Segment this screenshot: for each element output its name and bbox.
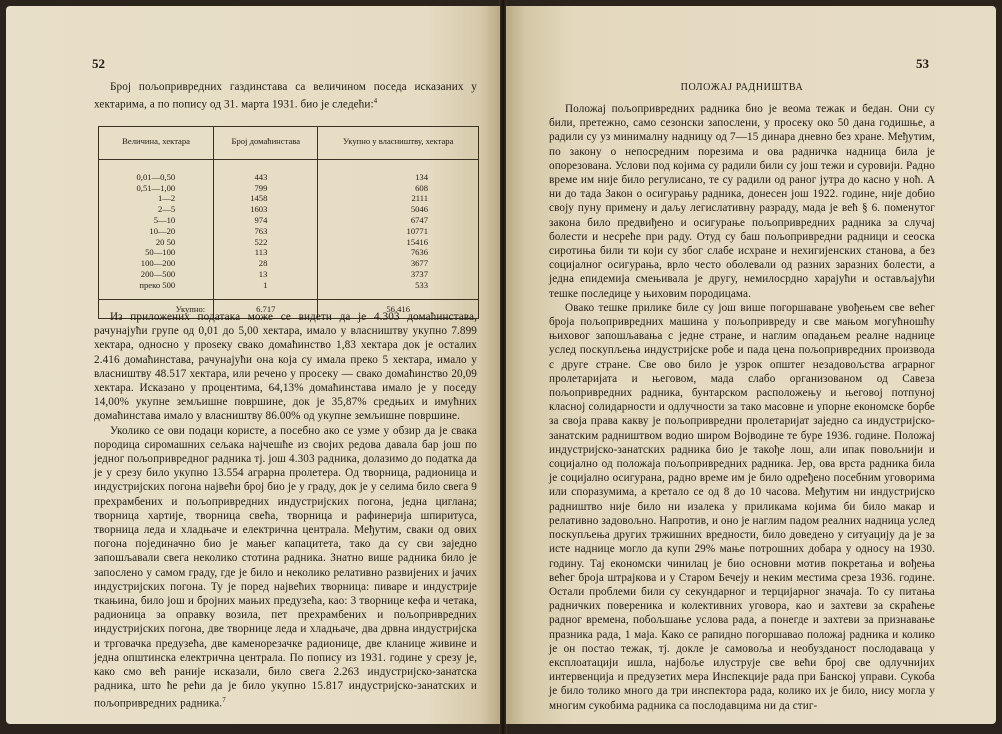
total-label: Укупно:	[99, 299, 214, 319]
size-cell: 0,51—1,00	[136, 182, 176, 193]
households-cell: 13	[258, 268, 268, 279]
households-cell: 799	[254, 182, 268, 193]
size-cell: 5—10	[153, 214, 176, 225]
area-cell: 7636	[410, 247, 428, 258]
area-cell: 3677	[410, 258, 428, 269]
page-number: 53	[916, 56, 929, 71]
table-body-row	[99, 159, 479, 299]
size-cell: преко 500	[139, 279, 176, 290]
page-number: 52	[92, 56, 105, 71]
left-page	[6, 6, 500, 724]
total-households: 6.717	[214, 299, 318, 319]
paragraph-text: Уколико се ови подаци користе, а посебно ако се узме у обзир да је свака породица сиромашних сељака најчешће из својих редова давала бар још по једног пољопривредног радника тј. још 4.303 радника, долазимо до податка да је у срезу било укупно 13.554 аграрна пролетера. Од творница, радионица и индустријских погона највећи број био је у граду, док је у селима било свега 9 прехрамбених и пољопривредних индустријских погона, једна циглана; творница хартије, творница свећа, творница и рафинерија шпиритуса, творница леда и хладњаче и електрична централа. Међутим, сваки од ових погона појединачно био је мањег капацитета, тако да су сви заједно запошљавали свега неколико стотина радника. Знатно више радника било је запослено у самом граду, где је било и неколико релативно развијених и јачих индустријских погона. Ту је поред највећих творница: пиваре и индустрије ткањина, било још и бројних мањих предузећа, као: 3 творнице кефа и четака, радионица за оправку возила, пет прехрамбених и пољопривредних индустријских погона, две творнице леда и хладњаче, два дрвна индустријска и трговачка предузећа, две каменорезачке радионице, две кланице живине и једна општинска електрична централа. По попису из 1931. године у срезу је, како смо већ раније исказали, било свега 2.263 индустријско-занатска радника, што ће рећи да је било укупно 15.817 индустријско-занатских и пољопривредних радника.	[94, 424, 477, 711]
column-header: Укупно у власништву, хектара	[318, 127, 479, 160]
footnote-ref: 7	[222, 696, 226, 705]
paragraph: Положај пољопривредних радника био је веома тежак и бедан. Они су били, претежно, само сезонски запослени, у просеку око 50 дана годишње, а радили су уз минималну надницу од 7—15 динара дневно без хране. Међутим, по закону о непосредним порезима и ова радничка надница била је опорезована. Услови под којима су радили били су још тежи и суровији. Радно време им није било регулисано, те су радили од раног јутра до касно у ноћ. А ни до тада Закон о осигурању радника, донесен још 1922. године, није добио своју пуну примену и даљу легислативну разраду, мада је већ § 6. поменутог закона било предвиђено и осигурање пољопривредних радника за случај болести и несрећe при раду. Отуд су баш пољопривредни радници и сеоска сиротиња били ти који су због слабе исхране и нехигијенских станова, а без социјалног осигурања, врло често оболевали од разних заразних болести, а једна епидемија смењивала је другу, немилосрдно харајући и остављајући тешке последице у њиховим породицама.	[549, 103, 935, 300]
column-header: Број домаћинстава	[214, 127, 318, 160]
area-cell: 134	[415, 171, 428, 182]
area-cell: 608	[415, 182, 428, 193]
size-cell: 200—500	[140, 268, 176, 279]
land-holdings-table	[98, 126, 479, 319]
size-cell: 1—2	[157, 193, 176, 204]
area-column	[318, 159, 479, 299]
area-cell: 15416	[406, 236, 428, 247]
size-cell: 100—200	[140, 258, 176, 269]
section-heading: ПОЛОЖАЈ РАДНИШТВА	[680, 82, 804, 93]
area-cell: 6747	[410, 214, 428, 225]
households-cell: 763	[254, 225, 268, 236]
households-cell: 974	[254, 214, 268, 225]
area-cell: 10771	[406, 225, 428, 236]
paragraph: Из приложених података може се видети да је 4.303 домаћинстава, рачунајући групе од 0,01 до 5,00 хектара, имало у власништву укупно 7.899 хектара, односно у проseку свако домаћинство 1,83 хектара док је осталих 2.416 домаћинстава, рачунајући она која су имала преко 5 хектара, имало у власништву 48.517 хектара, или речено у просеку — свако домаћинство 20,09 хектара. Исказано у процентима, 64,13% домаћинстава имало је у поседу 14,00% укупне земљишне површине, док је 35,87% средњих и имућних домаћинстава имало у власништву 86.00% од укупне земљишне површине.	[94, 311, 477, 423]
right-page	[506, 6, 996, 724]
households-cell: 522	[254, 236, 268, 247]
area-cell: 5046	[410, 204, 428, 215]
households-cell: 1458	[250, 193, 268, 204]
households-cell: 28	[258, 258, 268, 269]
area-cell: 3737	[410, 268, 428, 279]
households-cell: 1	[263, 279, 268, 290]
left-body-text	[94, 310, 477, 711]
size-cell: 10—20	[149, 225, 176, 236]
paragraph: Овако тешке прилике биле су још више погоршаване увођењем све већег броја пољопривредних машина у пољопривреду и све мањом могућношћу њиховог запошљавања с једне стране, и наглим опадањем реалне наднице услед поскупљења индустријске робе и пада цена пољопривредних производа с друге стране. Све ово било је узрок општег незадовољства аграрног пролетаријата и његовом, мада слабо организованом од Савеза пољопривредних радника, бунтарском расположењу и његовој потпуној класној солидарности и одлучности за тако масовне и упорне економске борбе за своја права какву је пољопривредни пролетаријат заједно са индустријско-занатским радништвом водио широм Војводине те буре 1936. године. Положај индустријско-занатских радника био је такође лош, али ипак повољнији и социјално од положаја пољопривредних радника. Јер, ова врста радника била је социјално осигурана, радно време им је било одређено посебним уговорима или споразумима, а кретало се од 8 до 10 часова. Међутим ни индустријско радништво није било ни изалека у приликама којима би било макар и релативно задовољно. Напротив, и оно је наглим падом реалних надница услед поскупљења других тржишних вредности, било доведено у ситуацију да је за исте наднице могло да купи 29% мање потрошних добара у односу на 1930. годину. Тај економски чинилац је био основни мотив покретања и вођења већег броја штрајкова и у Старом Бечеју и неким местима среза 1936. године. Остали проблеми били су секундарног и терцијарног значаја. То су питања радничких повереника и колективних уговора, као и захтеви за скраћење радног времена, побољшање услова рада, а понегде и захтеви за признавање празника рада, 1 маја. Како се рапидно погоршавао положај радника и колико је он постао тежак, тј. докле је самовоља и необузданост послодаваца у експлоатацији ишла, најбоље илуструје све већи број све одлучнијих интервенција и предузетих мера Инспекције рада при Банској управи. Сукоба је било толико много да три инспектора рада, колико их је било, нису могла у многим сукобима радника са послодавцима ни да стиг-	[549, 301, 935, 712]
column-header: Величина, хектара	[99, 127, 214, 160]
area-cell: 2111	[411, 193, 428, 204]
area-cell: 533	[415, 279, 428, 290]
households-cell: 113	[254, 247, 268, 258]
total-area: 56.416	[318, 299, 479, 319]
footnote-ref: 4	[373, 97, 378, 106]
paragraph	[94, 424, 477, 712]
size-cell: 2—5	[157, 204, 176, 215]
households-cell: 1603	[250, 204, 268, 215]
size-cell: 20 50	[155, 236, 176, 247]
size-column	[99, 159, 214, 299]
size-cell: 50—100	[145, 247, 176, 258]
intro-text: Број пољопривредних газдинстава са величином поседа исказаних у хектарима, а по попису од 31. марта 1931. био је следећи:	[94, 81, 477, 111]
households-column	[214, 159, 318, 299]
right-body-text	[549, 102, 935, 713]
size-cell: 0,01—0,50	[136, 171, 176, 182]
table-intro	[94, 80, 477, 112]
households-cell: 443	[254, 171, 268, 182]
